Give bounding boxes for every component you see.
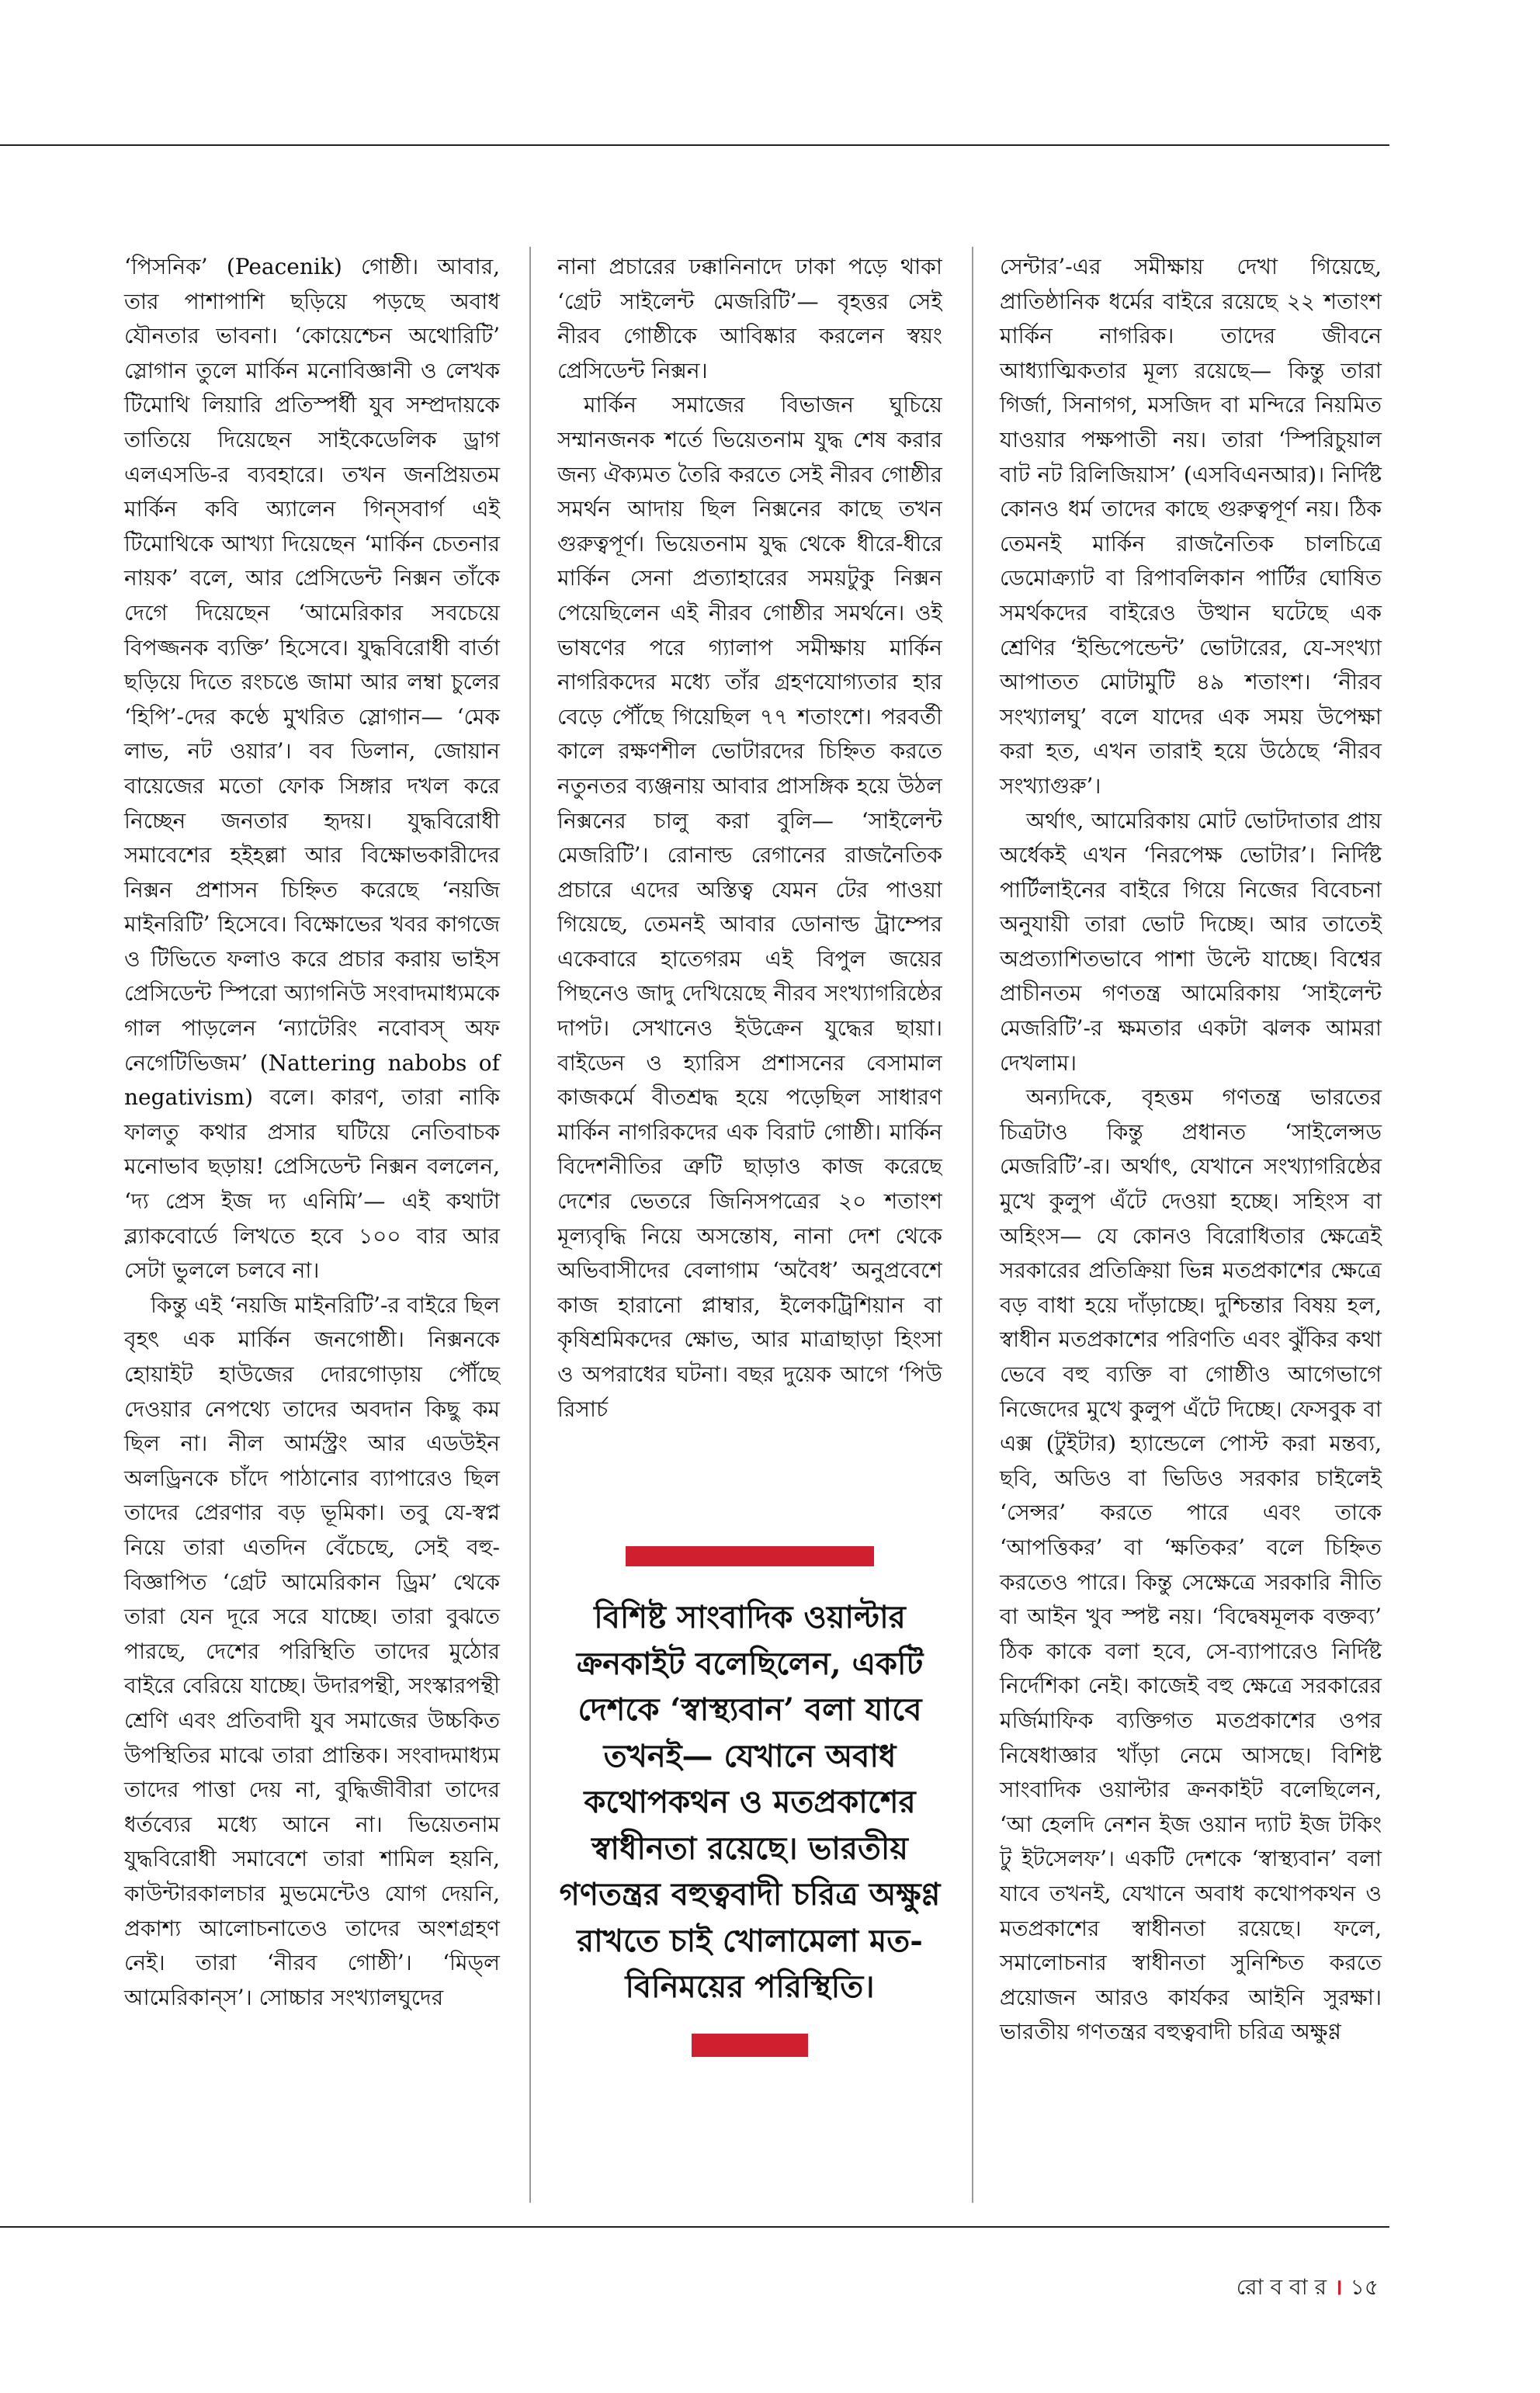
article-column-1 xyxy=(124,250,500,2015)
paragraph: অন্যদিকে, বৃহত্তম গণতন্ত্র ভারতের চিত্রটাও কিন্তু প্রধানত ‘সাইলেন্সড মেজরিটি’-র। অর্থাৎ, যেখানে সংখ্যাগরিষ্ঠের মুখে কুলুপ এঁটে দেওয়া হচ্ছে। সহিংস বা অহিংস— যে কোনও বিরোধিতার ক্ষেত্রেই সরকারের প্রতিক্রিয়া ভিন্ন মতপ্রকাশের ক্ষেত্রে বড় বাধা হয়ে দাঁড়াচ্ছে। দুশ্চিন্তার বিষয় হল, স্বাধীন মতপ্রকাশের পরিণতি এবং ঝুঁকির কথা ভেবে বহু ব্যক্তি বা গোষ্ঠীও আগেভাগে নিজেদের মুখে কুলুপ এঁটে দিচ্ছে। ফেসবুক বা এক্স (টুইটার) হ্যান্ডেলে পোস্ট করা মন্তব্য, ছবি, অডিও বা ভিডিও সরকার চাইলেই ‘সেন্সর’ করতে পারে এবং তাকে ‘আপত্তিকর’ বা ‘ক্ষতিকর’ বলে চিহ্নিত করতেও পারে। কিন্তু সেক্ষেত্রে সরকারি নীতি বা আইন খুব স্পষ্ট নয়। ‘বিদ্বেষমূলক বক্তব্য’ ঠিক কাকে বলা হবে, সে-ব্যাপারেও নির্দিষ্ট নির্দেশিকা নেই। কাজেই বহু ক্ষেত্রে সরকারের মর্জিমাফিক ব্যক্তিগত মতপ্রকাশের ওপর নিষেধাজ্ঞার খাঁড়া নেমে আসছে। বিশিষ্ট সাংবাদিক ওয়াল্টার ক্রনকাইট বলেছিলেন, ‘আ হেলদি নেশন ইজ ওয়ান দ্যাট ইজ টকিং টু ইটসেলফ’। একটি দেশকে ‘স্বাস্থ্যবান’ বলা যাবে তখনই, যেখানে অবাধ কথোপকথন ও মতপ্রকাশের স্বাধীনতা রয়েছে। ফলে, সমালোচনার স্বাধীনতা সুনিশ্চিত করতে প্রয়োজন আরও কার্যকর আইনি সুরক্ষা। ভারতীয় গণতন্ত্রর বহুত্ববাদী চরিত্র অক্ষুণ্ণ xyxy=(1000,1084,1382,2045)
footer-separator: । xyxy=(1334,2274,1343,2300)
article-column-3 xyxy=(1000,250,1382,2050)
magazine-name: রো ব বা র xyxy=(1236,2274,1327,2300)
paragraph: অর্থাৎ, আমেরিকায় মোট ভোটদাতার প্রায় অর্ধেকই এখন ‘নিরপেক্ষ ভোটার’। নির্দিষ্ট পার্টিলাইনের বাইরে গিয়ে নিজের বিবেচনা অনুযায়ী তারা ভোট দিচ্ছে। আর তাতেই অপ্রত্যাশিতভাবে পাশা উল্টে যাচ্ছে। বিশ্বের প্রাচীনতম গণতন্ত্র আমেরিকায় ‘সাইলেন্ট মেজরিটি’-র ক্ষমতার একটা ঝলক আমরা দেখলাম। xyxy=(1000,807,1382,1076)
pull-quote: বিশিষ্ট সাংবাদিক ওয়াল্টার ক্রনকাইট বলেছিলেন, একটি দেশকে ‘স্বাস্থ্যবান’ বলা যাবে তখনই— যেখানে অবাধ কথোপকথন ও মতপ্রকাশের স্বাধীনতা রয়েছে। ভারতীয় গণতন্ত্রর বহুত্ববাদী চরিত্র অক্ষুণ্ণ রাখতে চাই খোলামেলা মত-বিনিময়ের পরিস্থিতি। xyxy=(559,1599,941,2005)
paragraph: মার্কিন সমাজের বিভাজন ঘুচিয়ে সম্মানজনক শর্তে ভিয়েতনাম যুদ্ধ শেষ করার জন্য ঐক্যমত তৈরি করতে সেই নীরব গোষ্ঠীর সমর্থন আদায় ছিল নিক্সনের কাছে তখন গুরুত্বপূর্ণ। ভিয়েতনাম যুদ্ধ থেকে ধীরে-ধীরে মার্কিন সেনা প্রত্যাহারের সময়টুকু নিক্সন পেয়েছিলেন এই নীরব গোষ্ঠীর সমর্থনে। ওই ভাষণের পরে গ্যালাপ সমীক্ষায় মার্কিন নাগরিকদের মধ্যে তাঁর গ্রহণযোগ্যতার হার বেড়ে পৌঁছে গিয়েছিল ৭৭ শতাংশে। পরবর্তী কালে রক্ষণশীল ভোটারদের চিহ্নিত করতে নতুনতর ব্যঞ্জনায় আবার প্রাসঙ্গিক হয়ে উঠল নিক্সনের চালু করা বুলি— ‘সাইলেন্ট মেজরিটি’। রোনাল্ড রেগানের রাজনৈতিক প্রচারে এদের অস্তিত্ব যেমন টের পাওয়া গিয়েছে, তেমনই আবার ডোনাল্ড ট্রাম্পের একেবারে হাতেগরম এই বিপুল জয়ের পিছনেও জাদু দেখিয়েছে নীরব সংখ্যাগরিষ্ঠের দাপট। সেখানেও ইউক্রেন যুদ্ধের ছায়া। বাইডেন ও হ্যারিস প্রশাসনের বেসামাল কাজকর্মে বীতশ্রদ্ধ হয়ে পড়েছিল সাধারণ মার্কিন নাগরিকদের এক বিরাট গোষ্ঠী। মার্কিন বিদেশনীতির ত্রুটি ছাড়াও কাজ করেছে দেশের ভেতরে জিনিসপত্রের ২০ শতাংশ মূল্যবৃদ্ধি নিয়ে অসন্তোষ, নানা দেশ থেকে অভিবাসীদের বেলাগাম ‘অবৈধ’ অনুপ্রবেশে কাজ হারানো প্লাম্বার, ইলেকট্রিশিয়ান বা কৃষিশ্রমিকদের ক্ষোভ, আর মাত্রাছাড়া হিংসা ও অপরাধের ঘটনা। বছর দুয়েক আগে ‘পিউ রিসার্চ xyxy=(557,392,942,1422)
pull-quote-bottom-bar xyxy=(692,2034,808,2057)
article-column-2 xyxy=(557,250,942,1515)
top-rule xyxy=(0,144,1389,146)
page-number: ১৫ xyxy=(1350,2274,1379,2300)
pull-quote-box xyxy=(557,1546,942,2057)
paragraph: নানা প্রচারের ঢক্কানিনাদে ঢাকা পড়ে থাকা ‘গ্রেট সাইলেন্ট মেজরিটি’— বৃহত্তর সেই নীরব গোষ্ঠীকে আবিষ্কার করলেন স্বয়ং প্রেসিডেন্ট নিক্সন। xyxy=(557,254,942,383)
column-divider xyxy=(972,247,973,2203)
column-divider xyxy=(529,247,531,2203)
bottom-rule xyxy=(0,2226,1389,2228)
paragraph: ‘পিসনিক’ (Peacenik) গোষ্ঠী। আবার, তার পাশাপাশি ছড়িয়ে পড়ছে অবাধ যৌনতার ভাবনা। ‘কোয়েশ্চেন অথোরিটি’ স্লোগান তুলে মার্কিন মনোবিজ্ঞানী ও লেখক টিমোথি লিয়ারি প্রতিস্পর্ধী যুব সম্প্রদায়কে তাতিয়ে দিয়েছেন সাইকেডেলিক ড্রাগ এলএসডি-র ব্যবহারে। তখন জনপ্রিয়তম মার্কিন কবি অ্যালেন গিন্‌সবার্গ এই টিমোথিকে আখ্যা দিয়েছেন ‘মার্কিন চেতনার নায়ক’ বলে, আর প্রেসিডেন্ট নিক্সন তাঁকে দেগে দিয়েছেন ‘আমেরিকার সবচেয়ে বিপজ্জনক ব্যক্তি’ হিসেবে। যুদ্ধবিরোধী বার্তা ছড়িয়ে দিতে রংচঙে জামা আর লম্বা চুলের ‘হিপি’-দের কণ্ঠে মুখরিত স্লোগান— ‘মেক লাভ, নট ওয়ার’। বব ডিলান, জোয়ান বায়েজের মতো ফোক সিঙ্গার দখল করে নিচ্ছেন জনতার হৃদয়। যুদ্ধবিরোধী সমাবেশের হইহল্লা আর বিক্ষোভকারীদের নিক্সন প্রশাসন চিহ্নিত করেছে ‘নয়জি মাইনরিটি’ হিসেবে। বিক্ষোভের খবর কাগজে ও টিভিতে ফলাও করে প্রচার করায় ভাইস প্রেসিডেন্ট স্পিরো অ্যাগনিউ সংবাদমাধ্যমকে গাল পাড়লেন ‘ন্যাটেরিং নবোবস্ অফ নেগেটিভিজম’ (Nattering nabobs of negativism) বলে। কারণ, তারা নাকি ফালতু কথার প্রসার ঘটিয়ে নেতিবাচক মনোভাব ছড়ায়! প্রেসিডেন্ট নিক্সন বললেন, ‘দ্য প্রেস ইজ দ্য এনিমি’— এই কথাটা ব্ল্যাকবোর্ডে লিখতে হবে ১০০ বার আর সেটা ভুললে চলবে না। xyxy=(124,254,500,1284)
column-2-text xyxy=(557,250,942,1515)
pull-quote-top-bar xyxy=(626,1546,874,1566)
paragraph: সেন্টার’-এর সমীক্ষায় দেখা গিয়েছে, প্রাতিষ্ঠানিক ধর্মের বাইরে রয়েছে ২২ শতাংশ মার্কিন নাগরিক। তাদের জীবনে আধ্যাত্মিকতার মূল্য রয়েছে— কিন্তু তারা গির্জা, সিনাগগ, মসজিদ বা মন্দিরে নিয়মিত যাওয়ার পক্ষপাতী নয়। তারা ‘স্পিরিচুয়াল বাট নট রিলিজিয়াস’ (এসবিএনআর)। নির্দিষ্ট কোনও ধর্ম তাদের কাছে গুরুত্বপূর্ণ নয়। ঠিক তেমনই মার্কিন রাজনৈতিক চালচিত্রে ডেমোক্র্যাট বা রিপাবলিকান পার্টির ঘোষিত সমর্থকদের বাইরেও উত্থান ঘটেছে এক শ্রেণির ‘ইন্ডিপেন্ডেন্ট’ ভোটারের, যে-সংখ্যা আপাতত মোটামুটি ৪৯ শতাংশ। ‘নীরব সংখ্যালঘু’ বলে যাদের এক সময় উপেক্ষা করা হত, এখন তারাই হয়ে উঠেছে ‘নীরব সংখ্যাগুরু’। xyxy=(1000,254,1382,799)
page-footer xyxy=(1237,2270,1379,2307)
paragraph: কিন্তু এই ‘নয়জি মাইনরিটি’-র বাইরে ছিল বৃহৎ এক মার্কিন জনগোষ্ঠী। নিক্সনকে হোয়াইট হাউজের দোরগোড়ায় পৌঁছে দেওয়ার নেপথ্যে তাদের অবদান কিছু কম ছিল না। নীল আর্মস্ট্রং আর এডউইন অলড্রিনকে চাঁদে পাঠানোর ব্যাপারেও ছিল তাদের প্রেরণার বড় ভূমিকা। তবু যে-স্বপ্ন নিয়ে তারা এতদিন বেঁচেছে, সেই বহু-বিজ্ঞাপিত ‘গ্রেট আমেরিকান ড্রিম’ থেকে তারা যেন দূরে সরে যাচ্ছে। তারা বুঝতে পারছে, দেশের পরিস্থিতি তাদের মুঠোর বাইরে বেরিয়ে যাচ্ছে। উদারপন্থী, সংস্কারপন্থী শ্রেণি এবং প্রতিবাদী যুব সমাজের উচ্চকিত উপস্থিতির মাঝে তারা প্রান্তিক। সংবাদমাধ্যম তাদের পাত্তা দেয় না, বুদ্ধিজীবীরা তাদের ধর্তব্যের মধ্যে আনে না। ভিয়েতনাম যুদ্ধবিরোধী সমাবেশে তারা শামিল হয়নি, কাউন্টারকালচার মুভমেন্টেও যোগ দেয়নি, প্রকাশ্য আলোচনাতেও তাদের অংশগ্রহণ নেই। তারা ‘নীরব গোষ্ঠী’। ‘মিড্‌ল আমেরিকান্‌স’। সোচ্চার সংখ্যালঘুদের xyxy=(124,1292,500,2010)
